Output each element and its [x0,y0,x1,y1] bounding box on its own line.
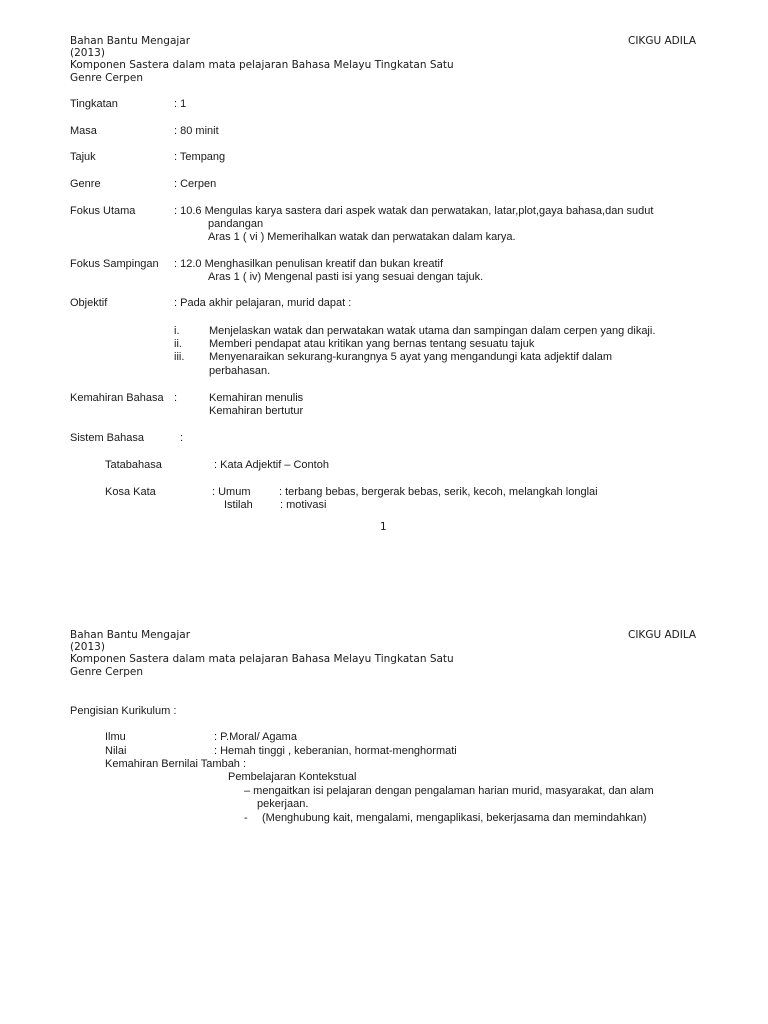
page-number: 1 [380,521,387,533]
nilai-value: : Hemah tinggi , keberanian, hormat-menghormati [214,745,457,757]
sistem-bahasa-colon: : [180,432,184,444]
objektif-item-3-cont: perbahasan. [209,365,271,377]
kemahiran-bahasa-line-1: Kemahiran menulis [209,392,304,404]
header-line-4: Genre Cerpen [70,72,144,84]
pembelajaran-kontekstual-line-1: – mengaitkan isi pelajaran dengan pengalaman harian murid, masyarakat, dan alam [244,785,654,797]
pembelajaran-kontekstual-line-3: (Menghubung kait, mengalami, mengaplikasi, bekerjasama dan memindahkan) [262,812,647,824]
header-line-2: (2013) [70,641,105,653]
objektif-intro: : Pada akhir pelajaran, murid dapat : [174,297,352,309]
kosa-kata-istilah: Istilah [224,499,253,511]
kosa-kata-label: Kosa Kata [105,486,156,498]
objektif-num-1: i. [174,325,180,337]
genre-label: Genre [70,178,101,190]
objektif-item-3: Menyenaraikan sekurang-kurangnya 5 ayat yang mengandungi kata adjektif dalam [209,351,612,363]
tajuk-value: : Tempang [174,151,226,163]
kosa-kata-umum-value: : terbang bebas, bergerak bebas, serik, kecoh, melangkah longlai [279,486,598,498]
header-author: CIKGU ADILA [628,35,697,47]
pengisian-kurikulum-label: Pengisian Kurikulum : [70,705,177,717]
sistem-bahasa-label: Sistem Bahasa [70,432,144,444]
pembelajaran-kontekstual-line-2: pekerjaan. [257,798,309,810]
kemahiran-bahasa-colon: : [174,392,178,404]
masa-label: Masa [70,125,97,137]
header-author: CIKGU ADILA [628,629,697,641]
ilmu-value: : P.Moral/ Agama [214,731,297,743]
objektif-item-1: Menjelaskan watak dan perwatakan watak utama dan sampingan dalam cerpen yang dikaji. [209,325,656,337]
header-line-1: Bahan Bantu Mengajar [70,35,191,47]
header-line-3: Komponen Sastera dalam mata pelajaran Bahasa Melayu Tingkatan Satu [70,59,454,71]
ilmu-label: Ilmu [105,731,126,743]
objektif-num-2: ii. [174,338,182,350]
objektif-label: Objektif [70,297,108,309]
objektif-num-3: iii. [174,351,185,363]
objektif-item-2: Memberi pendapat atau kritikan yang bernas tentang sesuatu tajuk [209,338,535,350]
tatabahasa-label: Tatabahasa [105,459,162,471]
nilai-label: Nilai [105,745,127,757]
fokus-utama-line-1: : 10.6 Mengulas karya sastera dari aspek watak dan perwatakan, latar,plot,gaya bahasa,dan sudut [174,205,654,217]
tatabahasa-value: : Kata Adjektif – Contoh [214,459,329,471]
tajuk-label: Tajuk [70,151,96,163]
tingkatan-value: : 1 [174,98,187,110]
fokus-utama-label: Fokus Utama [70,205,136,217]
header-line-1: Bahan Bantu Mengajar [70,629,191,641]
header-line-3: Komponen Sastera dalam mata pelajaran Bahasa Melayu Tingkatan Satu [70,653,454,665]
fokus-utama-line-2: pandangan [208,218,264,230]
kemahiran-bahasa-line-2: Kemahiran bertutur [209,405,304,417]
header-line-2: (2013) [70,47,105,59]
pembelajaran-kontekstual-dash: - [244,812,248,824]
fokus-sampingan-line-1: : 12.0 Menghasilkan penulisan kreatif dan bukan kreatif [174,258,444,270]
kemahiran-bernilai-tambah-label: Kemahiran Bernilai Tambah : [105,758,247,770]
genre-value: : Cerpen [174,178,217,190]
fokus-sampingan-line-2: Aras 1 ( iv) Mengenal pasti isi yang sesuai dengan tajuk. [208,271,484,283]
fokus-utama-line-3: Aras 1 ( vi ) Memerihalkan watak dan perwatakan dalam karya. [208,231,516,243]
masa-value: : 80 minit [174,125,219,137]
kosa-kata-umum: : Umum [212,486,251,498]
header-line-4: Genre Cerpen [70,666,144,678]
kemahiran-bahasa-label: Kemahiran Bahasa [70,392,164,404]
pembelajaran-kontekstual-label: Pembelajaran Kontekstual [228,771,357,783]
kosa-kata-istilah-value: : motivasi [280,499,327,511]
fokus-sampingan-label: Fokus Sampingan [70,258,159,270]
tingkatan-label: Tingkatan [70,98,118,110]
